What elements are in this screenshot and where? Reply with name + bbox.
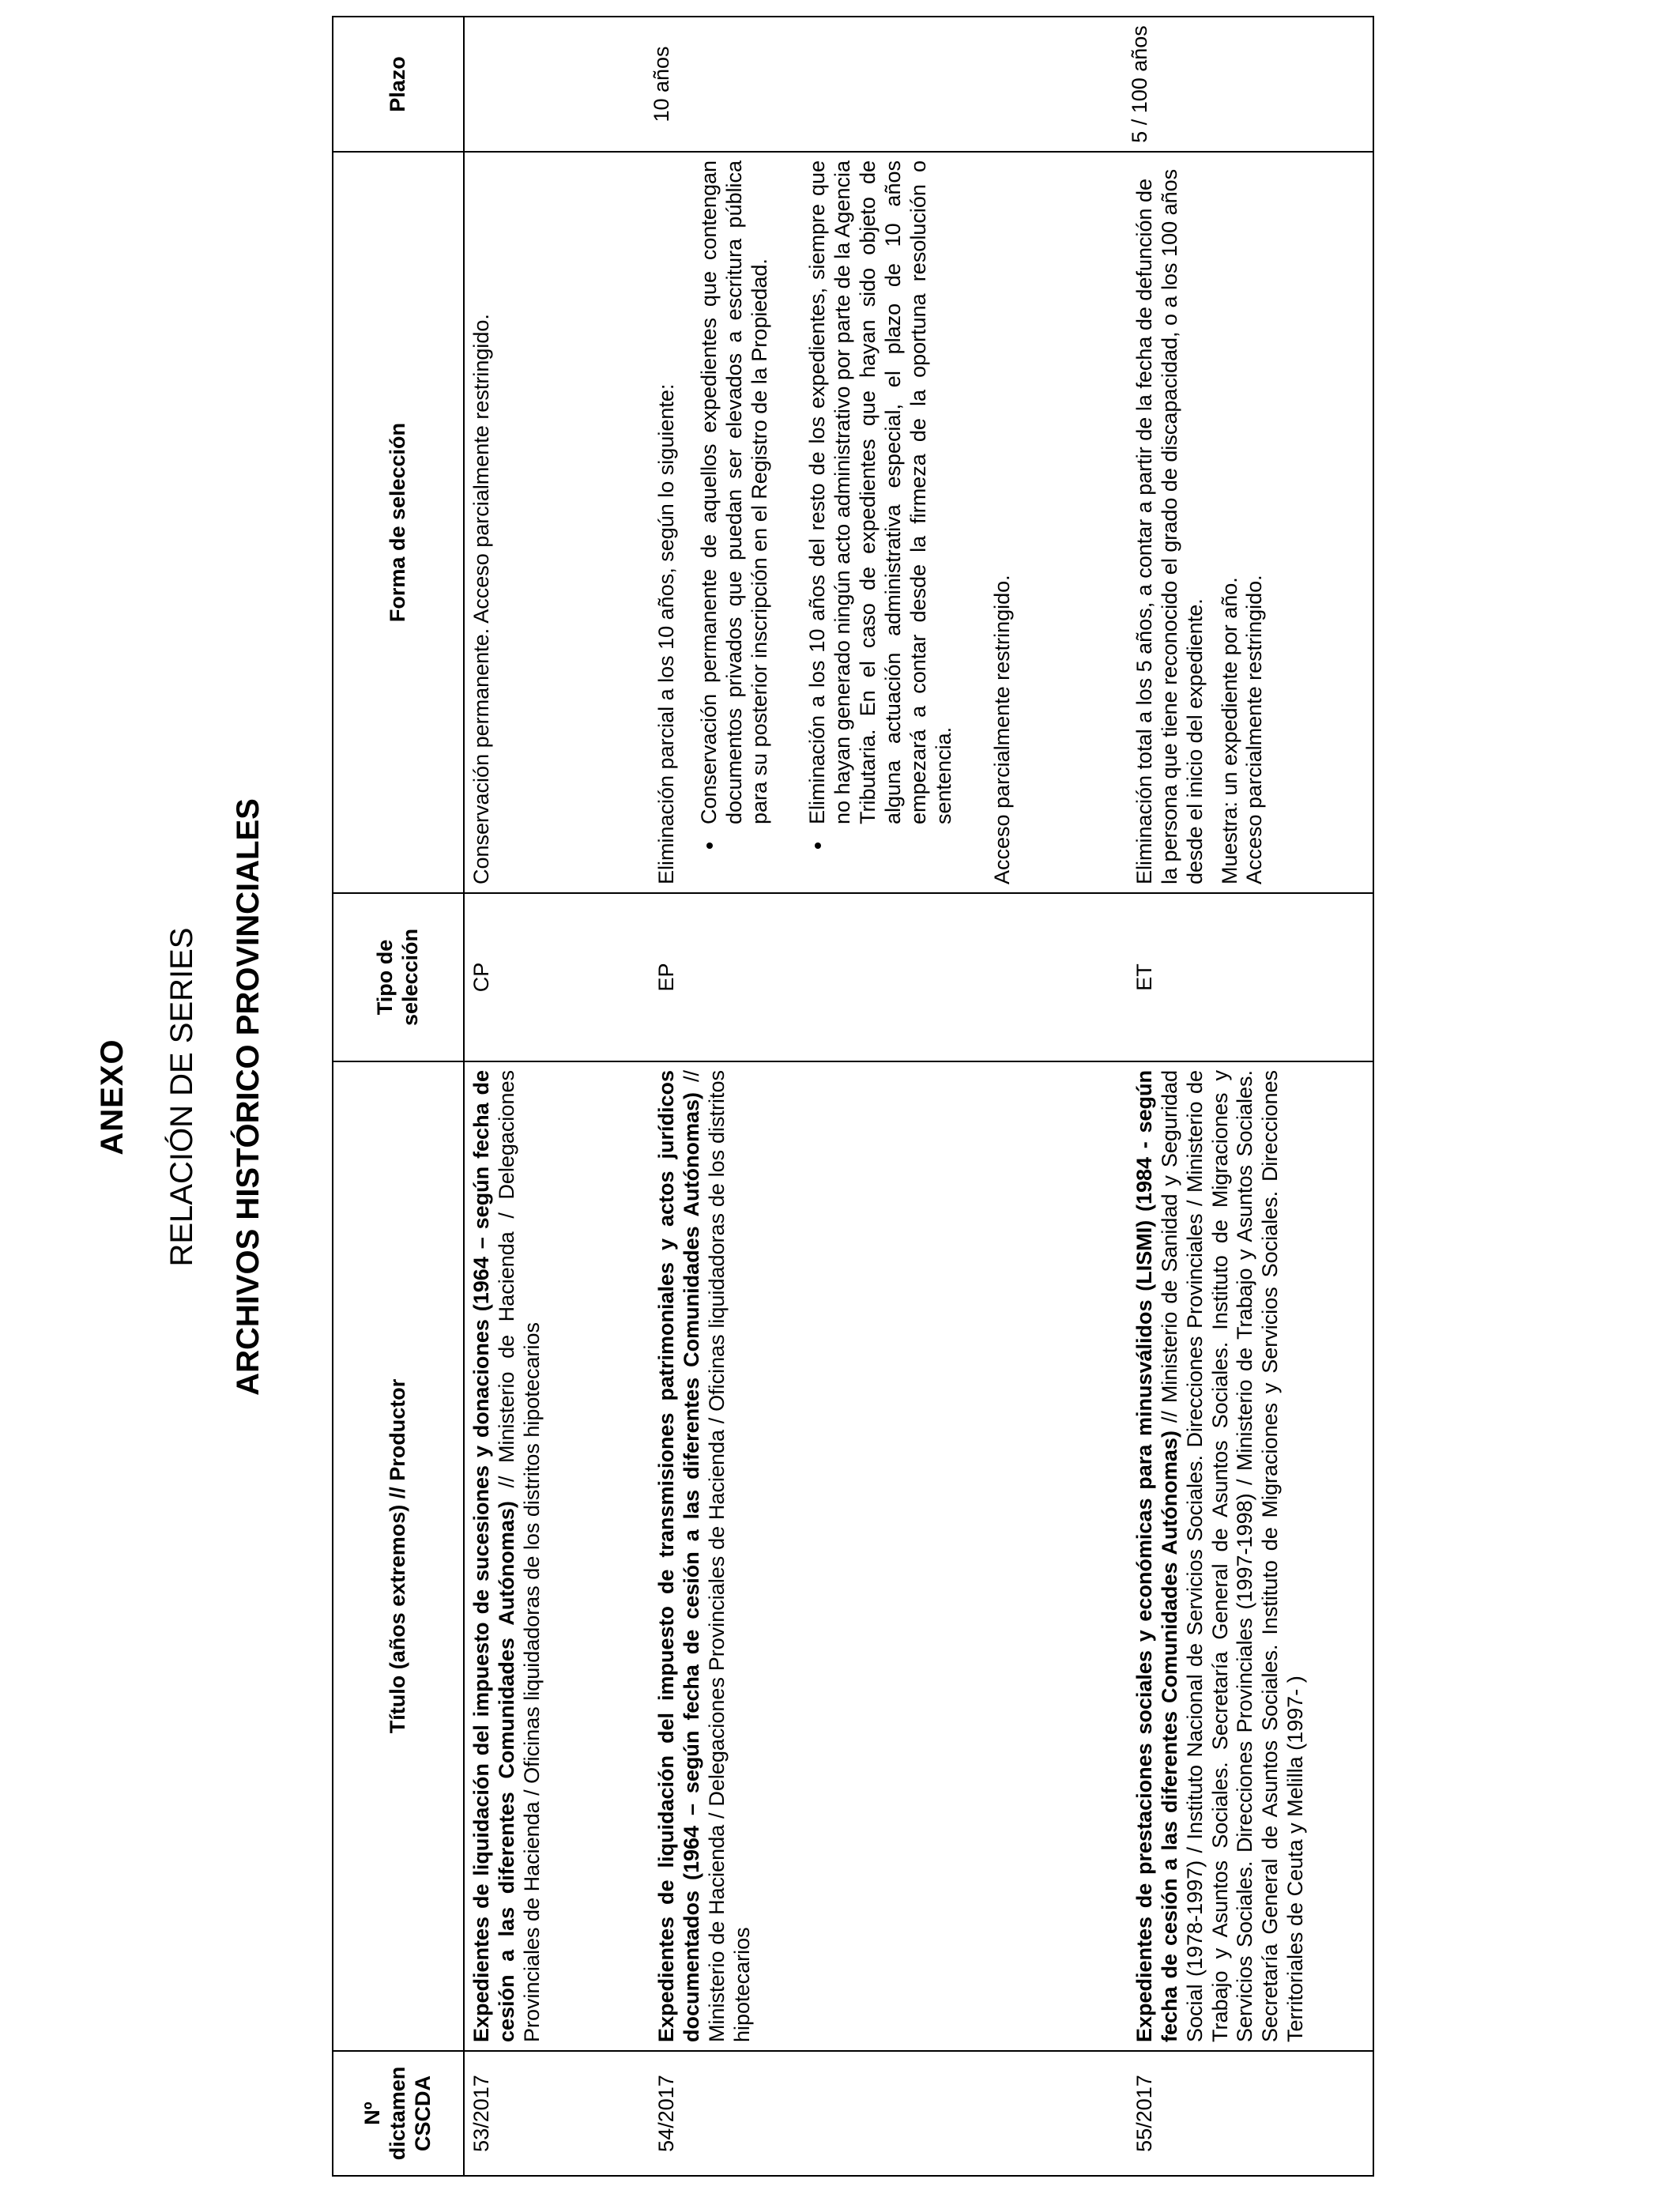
list-item: • Eliminación a los 10 años del resto de los expedientes, siempre que no hayan generado ningún acto administrativo por parte de la Agencia Tributaria. En el caso de expedientes que hayan sido objeto de alguna actuación administrativa especial, el plazo de 10 años empezará a contar desde la firmeza de la oportuna resolución o sentencia. [805, 160, 956, 831]
series-title: Expedientes de prestaciones sociales y económicas para minusválidos (LISMI) (1984 - según fecha de cesión a las diferentes Comunidades Autónomas) [1132, 1070, 1181, 2042]
selection-method-cell [650, 152, 1128, 893]
dictamen-number: 53/2017 [464, 2051, 650, 2176]
selection-type: CP [464, 893, 650, 1061]
list-item: • Conservación permanente de aquellos expedientes que contengan documentos privados que puedan ser elevados a escritura pública para su posterior inscripción en el Registro de la Propiedad. [697, 160, 773, 831]
table-row [650, 17, 1128, 2176]
retention-period: 10 años [650, 17, 1128, 152]
sample-note: Muestra: un expediente por año. [1217, 577, 1241, 884]
retention-period: 5 / 100 años [1128, 17, 1373, 152]
series-title: Expedientes de liquidación del impuesto de transmisiones patrimoniales y actos jurídicos documentados (1964 – según fecha de cesión a las diferentes Comunidades Autónomas) [654, 1070, 703, 2042]
selection-method-cell [1128, 152, 1373, 893]
series-producer: // Ministerio de Hacienda / Delegaciones Provinciales de Hacienda / Oficinas liquidadoras de los distritos hipotecarios [679, 1070, 754, 2042]
column-header-title: Título (años extremos) // Productor [333, 1061, 464, 2051]
selection-method-main: Eliminación total a los 5 años, a contar a partir de la fecha de defunción de la persona que tiene reconocido el grado de discapacidad, o a los 100 años desde el inicio del expediente. [1132, 168, 1207, 884]
selection-method: Conservación permanente. Acceso parcialmente restringido. [464, 152, 650, 893]
column-header-tipo: Tipo de selección [333, 893, 464, 1061]
selection-method-list [697, 160, 957, 884]
access-note: Acceso parcialmente restringido. [1242, 575, 1267, 884]
series-title-cell [464, 1061, 650, 2051]
page-title: ARCHIVOS HISTÓRICO PROVINCIALES [231, 798, 266, 1396]
column-header-forma: Forma de selección [333, 152, 464, 893]
selection-type: EP [650, 893, 1128, 1061]
annex-heading: ANEXO [95, 1039, 130, 1155]
subtitle-heading: RELACIÓN DE SERIES [164, 927, 199, 1267]
table-row [464, 17, 650, 2176]
series-producer: // Ministerio de Hacienda / Delegaciones Provinciales de Hacienda / Oficinas liquidadoras de los distritos hipotecarios [494, 1070, 544, 2042]
dictamen-number: 55/2017 [1128, 2051, 1373, 2176]
series-title: Expedientes de liquidación del impuesto de sucesiones y donaciones (1964 – según fecha de cesión a las diferentes Comunidades Autónomas) [469, 1070, 518, 2042]
series-title-cell [650, 1061, 1128, 2051]
dictamen-number: 54/2017 [650, 2051, 1128, 2176]
column-header-num: Nº dictamen CSCDA [333, 2051, 464, 2176]
selection-type: ET [1128, 893, 1373, 1061]
column-header-plazo: Plazo [333, 17, 464, 152]
retention-period [464, 17, 650, 152]
series-producer: // Ministerio de Sanidad y Seguridad Social (1978-1997) / Instituto Nacional de Servicios Sociales. Direcciones Provinciales / Ministerio de Trabajo y Asuntos Sociales. Secretaría General de Asuntos Sociales. Instituto de Migraciones y Servicios Sociales. Direcciones Provinciales (1997-1998) / Ministerio de Trabajo y Asuntos Sociales. Secretaría General de Asuntos Sociales. Instituto de Migraciones y Servicios Sociales. Direcciones Territoriales de Ceuta y Melilla (1997- ) [1157, 1070, 1308, 2042]
series-title-cell [1128, 1061, 1373, 2051]
table-header-row [333, 17, 464, 2176]
access-note: Acceso parcialmente restringido. [989, 575, 1014, 884]
table-row [1128, 17, 1373, 2176]
selection-method-intro: Eliminación parcial a los 10 años, según lo siguiente: [654, 383, 678, 884]
series-table [332, 16, 1374, 2177]
